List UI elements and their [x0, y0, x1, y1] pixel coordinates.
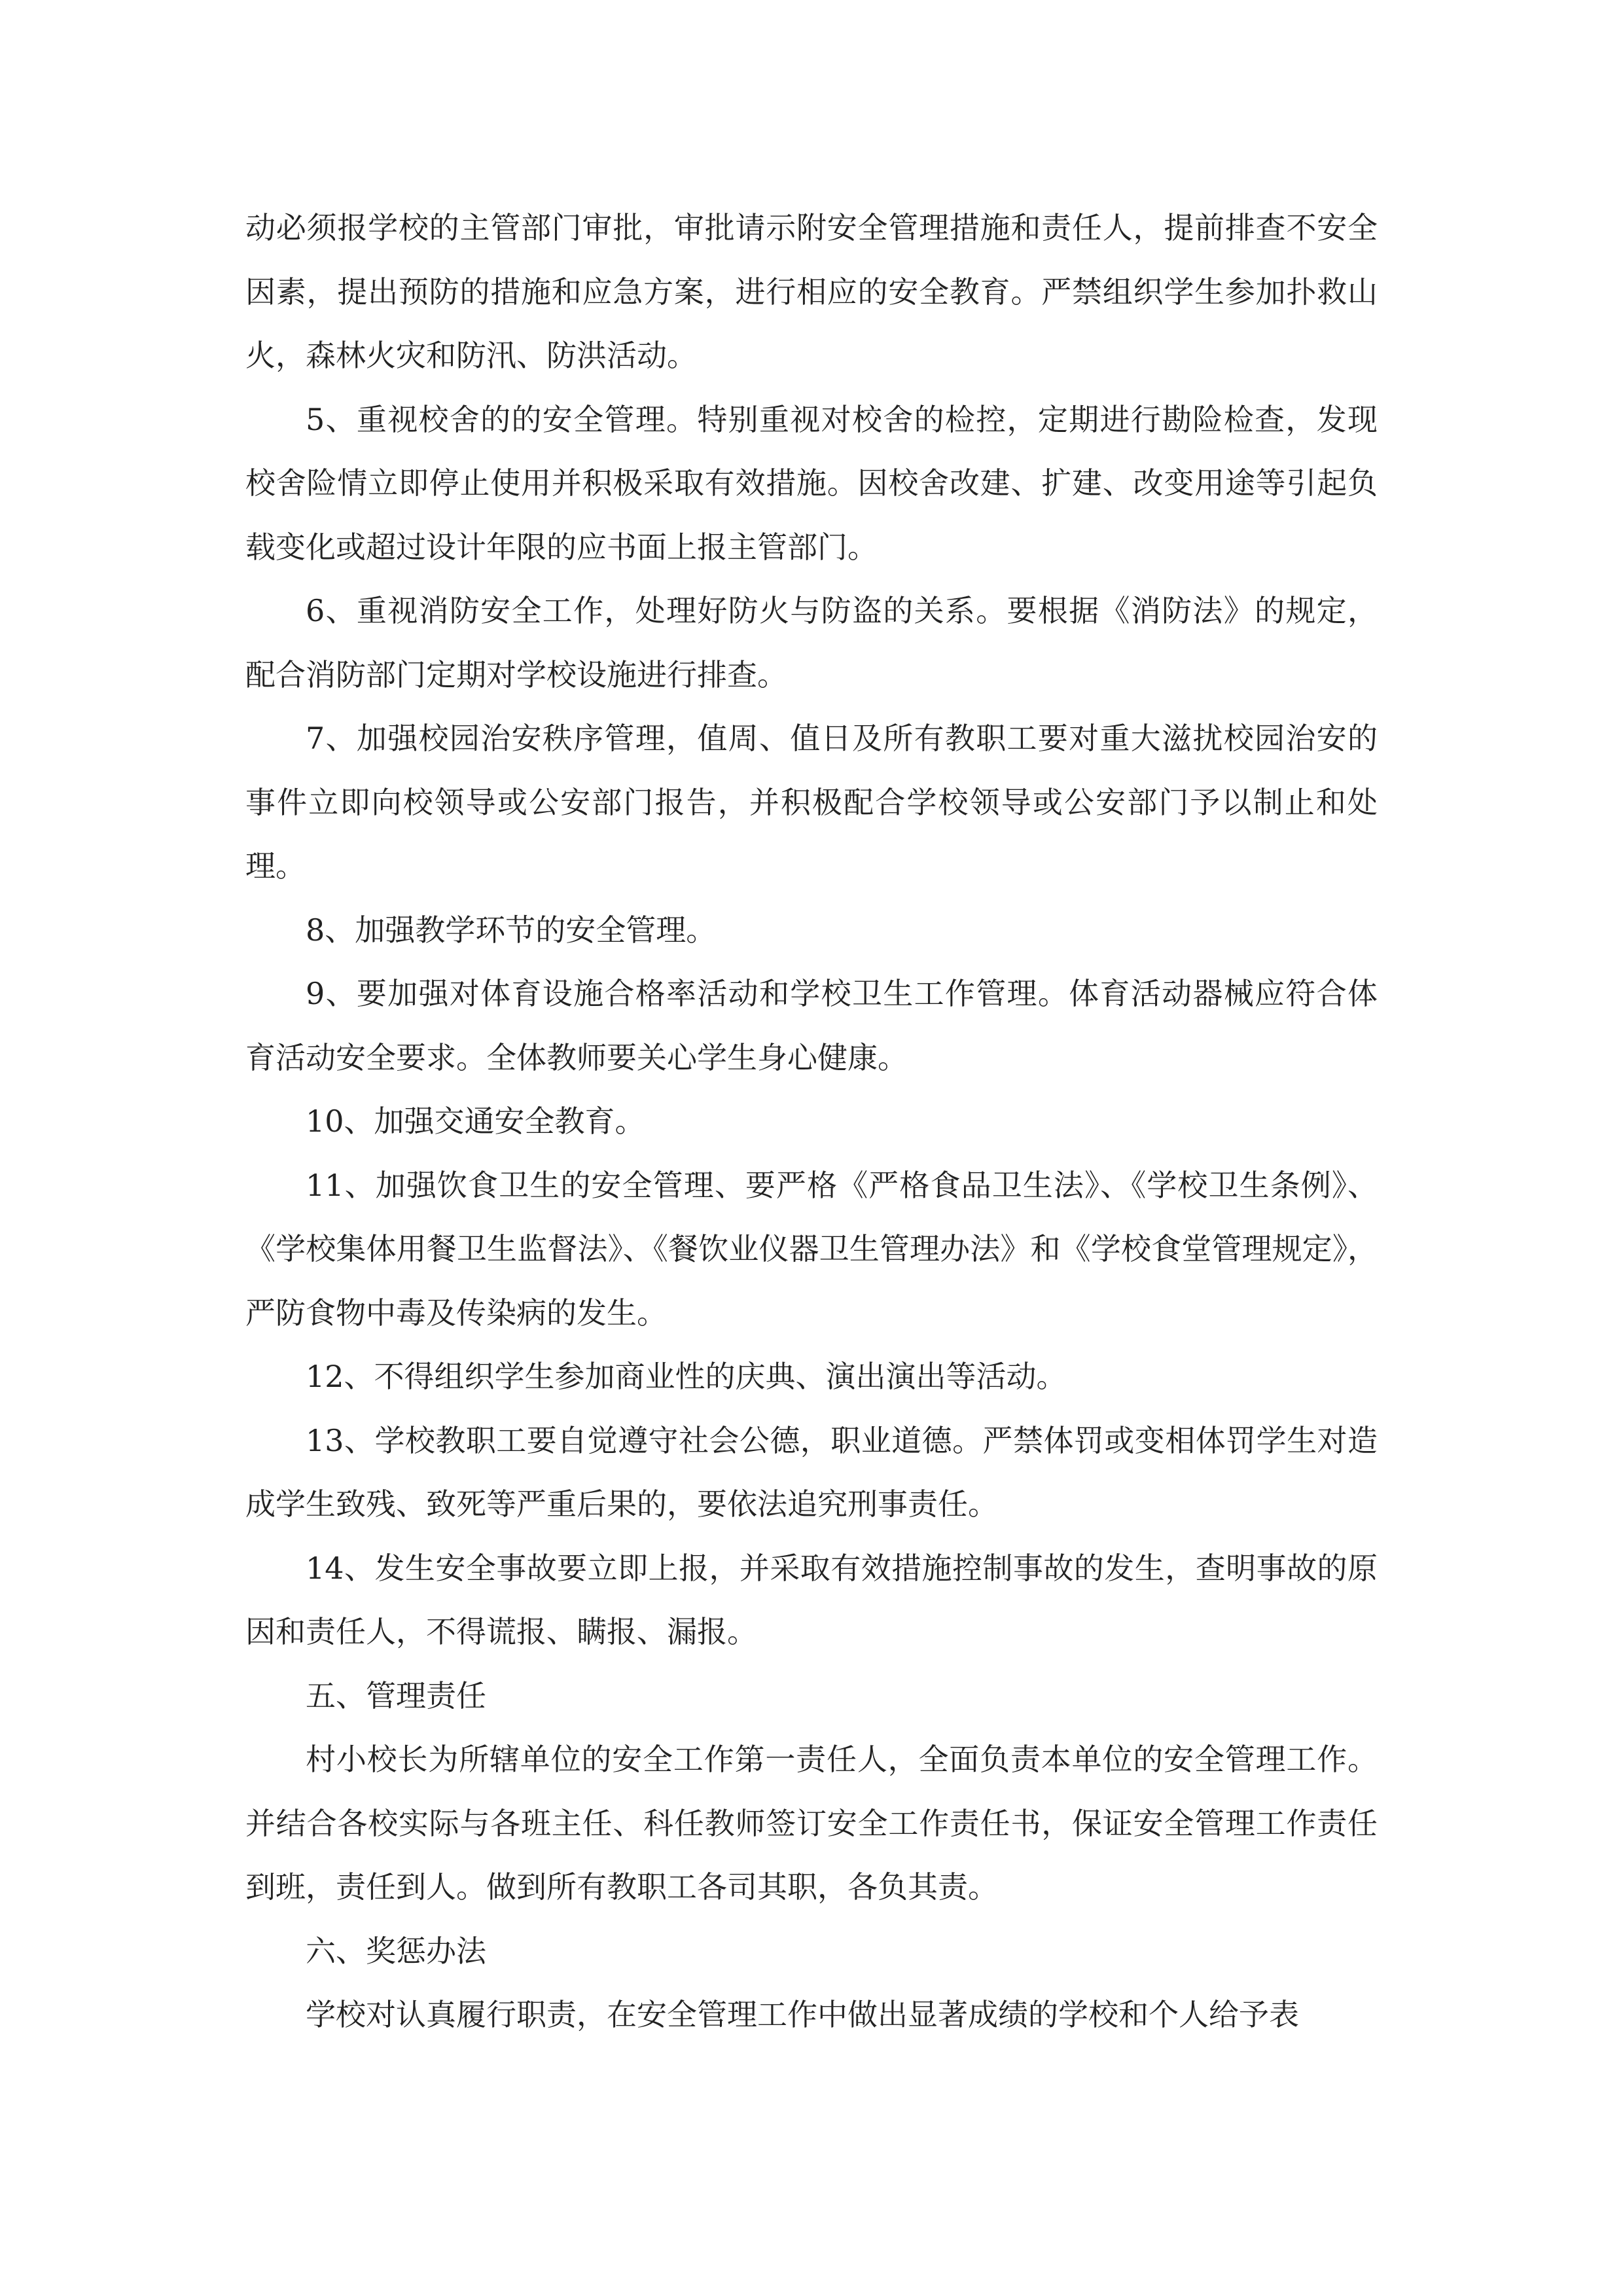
paragraph-management-responsibility: 村小校长为所辖单位的安全工作第一责任人，全面负责本单位的安全管理工作。并结合各校实际与各班主任、科任教师签订安全工作责任书，保证安全管理工作责任到班，责任到人。做到所有教职工各司其职，各负其责。 — [245, 1742, 1378, 1905]
paragraph-rewards-penalties: 学校对认真履行职责，在安全管理工作中做出显著成绩的学校和个人给予表 — [306, 1997, 1299, 2032]
paragraph-item-12-commercial-events: 12、不得组织学生参加商业性的庆典、演出演出等活动。 — [306, 1359, 1067, 1394]
paragraph-item-7-campus-security: 7、加强校园治安秩序管理，值周、值日及所有教职工要对重大滋扰校园治安的事件立即向校领导或公安部门报告，并积极配合学校领导或公安部门予以制止和处理。 — [245, 721, 1378, 884]
section-heading-management-responsibility: 五、管理责任 — [306, 1677, 486, 1713]
section-heading-rewards-penalties: 六、奖惩办法 — [306, 1933, 486, 1969]
paragraph-item-10-traffic-safety: 10、加强交通安全教育。 — [306, 1103, 645, 1139]
paragraph-item-6-fire-safety: 6、重视消防安全工作，处理好防火与防盗的关系。要根据《消防法》的规定，配合消防部门定期对学校设施进行排查。 — [245, 593, 1378, 692]
document-page — [245, 196, 1378, 2047]
paragraph-item-14-incident-reporting: 14、发生安全事故要立即上报，并采取有效措施控制事故的发生，查明事故的原因和责任人，不得谎报、瞒报、漏报。 — [245, 1550, 1378, 1649]
paragraph-item-5-dormitory-safety: 5、重视校舍的的安全管理。特别重视对校舍的检控，定期进行勘险检查，发现校舍险情立即停止使用并积极采取有效措施。因校舍改建、扩建、改变用途等引起负载变化或超过设计年限的应书面上报主管部门。 — [245, 401, 1378, 565]
paragraph-item-8-teaching-safety: 8、加强教学环节的安全管理。 — [306, 912, 717, 948]
paragraph-item-11-food-hygiene: 11、加强饮食卫生的安全管理、要严格《严格食品卫生法》、《学校卫生条例》、《学校集体用餐卫生监督法》、《餐饮业仪器卫生管理办法》和《学校食堂管理规定》，严防食物中毒及传染病的发生。 — [245, 1167, 1378, 1331]
paragraph-continued-activity-approval: 动必须报学校的主管部门审批，审批请示附安全管理措施和责任人，提前排查不安全因素，提出预防的措施和应急方案，进行相应的安全教育。严禁组织学生参加扑救山火，森林火灾和防汛、防洪活动。 — [245, 210, 1378, 373]
paragraph-item-9-sports-health: 9、要加强对体育设施合格率活动和学校卫生工作管理。体育活动器械应符合体育活动安全要求。全体教师要关心学生身心健康。 — [245, 976, 1378, 1075]
paragraph-item-13-staff-ethics: 13、学校教职工要自觉遵守社会公德，职业道德。严禁体罚或变相体罚学生对造成学生致残、致死等严重后果的，要依法追究刑事责任。 — [245, 1422, 1378, 1522]
